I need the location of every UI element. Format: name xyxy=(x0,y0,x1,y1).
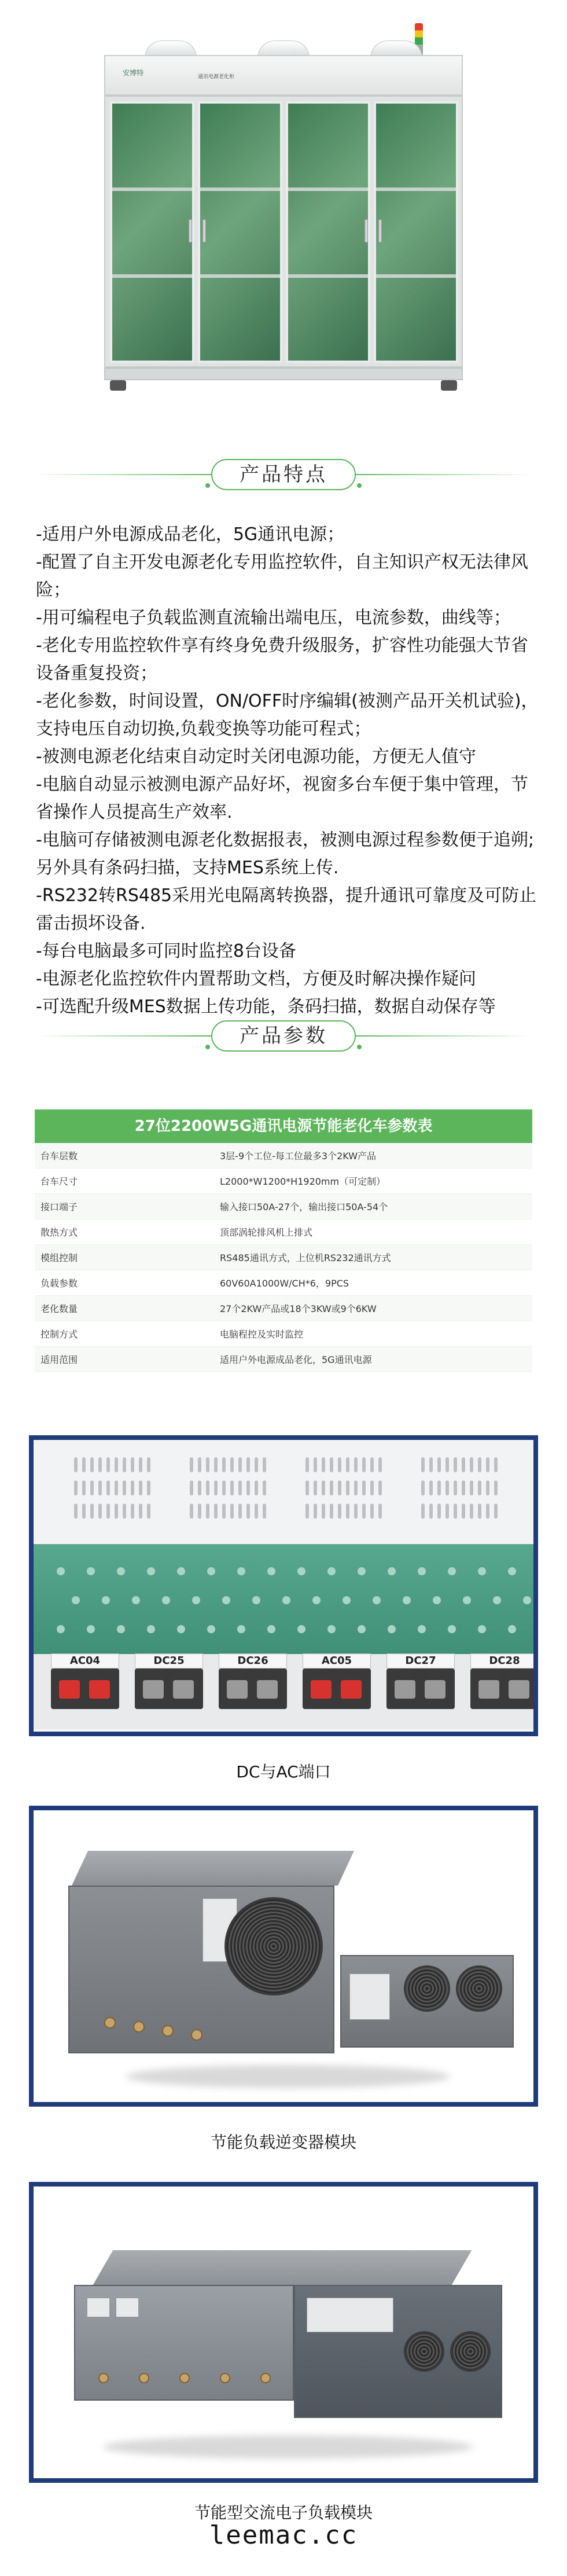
glass-door xyxy=(110,101,194,363)
vent-slot xyxy=(206,1480,209,1495)
vent-slot xyxy=(478,1457,481,1472)
vent-slot xyxy=(123,1504,126,1519)
vent-slot xyxy=(338,1504,341,1519)
board-hole xyxy=(177,1625,185,1633)
vent-slot xyxy=(123,1457,126,1472)
vent-slot xyxy=(90,1457,94,1472)
board-hole xyxy=(343,1596,351,1604)
spec-value: 27个2KW产品或18个3KW或9个6KW xyxy=(220,1303,377,1314)
ac-load-caption: 节能型交流电子负载模块 xyxy=(194,2503,373,2522)
board-hole xyxy=(403,1596,411,1604)
feature-item: -被测电源老化结束自动定时关闭电源功能，方便无人值守 xyxy=(36,747,476,767)
vent-slot xyxy=(74,1457,78,1472)
feature-item: -每台电脑最多可同时监控8台设备 xyxy=(36,941,296,961)
port-label: DC27 xyxy=(386,1653,455,1669)
vent-slot xyxy=(486,1457,489,1472)
features-list xyxy=(36,521,539,1021)
vent-slot xyxy=(98,1457,102,1472)
board-hole xyxy=(433,1596,441,1604)
vent-slot xyxy=(255,1457,258,1472)
vent-slot xyxy=(322,1480,325,1495)
power-port xyxy=(470,1655,538,1709)
spec-key: 散热方式 xyxy=(41,1227,78,1238)
vent-slot xyxy=(190,1504,193,1519)
port-label: DC26 xyxy=(219,1653,287,1669)
port-socket xyxy=(143,1680,164,1699)
spec-value: RS485通讯方式，上位机RS232通讯方式 xyxy=(220,1252,391,1263)
board-hole xyxy=(267,1625,275,1633)
vent-slot xyxy=(362,1480,366,1495)
vent-slot xyxy=(330,1480,333,1495)
inverter-caption: 节能负载逆变器模块 xyxy=(210,2133,356,2152)
ac-load-photo xyxy=(29,2182,538,2483)
vent-slot xyxy=(131,1480,134,1495)
vent-slot xyxy=(198,1504,201,1519)
features-section-title xyxy=(0,449,567,501)
vent-slot xyxy=(206,1504,209,1519)
inverter-top xyxy=(72,1851,354,1886)
vent-slot xyxy=(429,1457,433,1472)
vent-slot xyxy=(362,1504,366,1519)
vent-slot xyxy=(230,1457,234,1472)
vent-slot xyxy=(131,1504,134,1519)
fan-grill xyxy=(456,1965,502,2012)
spec-row xyxy=(35,1168,532,1194)
spec-row xyxy=(35,1143,532,1168)
vent-slot xyxy=(90,1504,94,1519)
vent-slot xyxy=(222,1480,226,1495)
caster-wheel xyxy=(110,380,126,391)
vent-slot xyxy=(346,1504,349,1519)
board-hole xyxy=(478,1567,486,1575)
vent-slot xyxy=(421,1457,425,1472)
vent-slot xyxy=(98,1480,102,1495)
spec-value: 电脑程控及实时监控 xyxy=(220,1329,304,1340)
vent-slot xyxy=(147,1480,150,1495)
spec-key: 台车尺寸 xyxy=(41,1176,78,1187)
spec-row xyxy=(35,1219,532,1245)
vent-slot xyxy=(346,1480,349,1495)
vent-slot xyxy=(214,1457,218,1472)
vent-slot xyxy=(494,1504,498,1519)
spec-row xyxy=(35,1296,532,1321)
vent-slot xyxy=(446,1480,449,1495)
board-hole xyxy=(508,1567,516,1575)
vent-slot xyxy=(246,1504,250,1519)
spec-row xyxy=(35,1270,532,1296)
port-socket xyxy=(509,1680,529,1699)
vent-slot xyxy=(206,1457,209,1472)
vent-slot xyxy=(462,1480,465,1495)
board-hole xyxy=(72,1596,80,1604)
ac-load-front-panel xyxy=(74,2285,294,2401)
vent-slot xyxy=(214,1480,218,1495)
inverter-photo xyxy=(29,1806,538,2107)
vent-slot xyxy=(378,1457,382,1472)
port-socket xyxy=(478,1680,499,1699)
cabinet-name-plate: 通讯电源老化柜 xyxy=(198,74,235,80)
vent-slot xyxy=(230,1480,234,1495)
ports-photo xyxy=(29,1435,538,1736)
feature-item: -配置了自主开发电源老化专用监控软件，自主知识产权无法律风险； xyxy=(36,552,528,600)
vent-slot xyxy=(222,1504,226,1519)
vent-slot xyxy=(322,1457,325,1472)
vent-slot xyxy=(263,1480,266,1495)
cabinet-base xyxy=(104,368,463,380)
port-label: DC28 xyxy=(470,1653,538,1669)
vent-slot xyxy=(494,1457,498,1472)
vent-slot xyxy=(131,1457,134,1472)
vent-slot xyxy=(139,1480,142,1495)
vent-slot xyxy=(314,1504,317,1519)
board-hole xyxy=(147,1625,155,1633)
port-socket xyxy=(59,1680,80,1699)
glass-door xyxy=(286,101,370,363)
port-socket xyxy=(257,1680,278,1699)
board-hole xyxy=(448,1625,456,1633)
ports-caption: DC与AC端口 xyxy=(236,1762,331,1781)
vent-slot xyxy=(421,1504,425,1519)
port-label: AC05 xyxy=(303,1653,371,1669)
vent-slot xyxy=(263,1457,266,1472)
vent-slot xyxy=(115,1457,118,1472)
board-hole xyxy=(252,1596,260,1604)
vent-slot xyxy=(454,1504,457,1519)
board-hole xyxy=(87,1625,95,1633)
board-hole xyxy=(327,1625,336,1633)
vent-slot xyxy=(115,1480,118,1495)
vent-slot xyxy=(139,1504,142,1519)
spec-key: 接口端子 xyxy=(41,1201,78,1212)
board-hole xyxy=(147,1567,155,1575)
board-hole xyxy=(222,1596,230,1604)
vent-slot xyxy=(437,1457,441,1472)
vent-slot xyxy=(305,1480,309,1495)
power-port xyxy=(219,1655,287,1709)
vent-slot xyxy=(305,1504,309,1519)
spec-key: 负载参数 xyxy=(41,1278,78,1289)
spec-key: 模组控制 xyxy=(41,1252,78,1263)
board-hole xyxy=(418,1625,426,1633)
spec-row xyxy=(35,1347,532,1372)
board-hole xyxy=(267,1567,275,1575)
vent-slot xyxy=(354,1480,358,1495)
board-hole xyxy=(388,1625,396,1633)
spec-value: L2000*W1200*H1920mm（可定制） xyxy=(220,1176,386,1187)
power-port xyxy=(135,1655,203,1709)
vent-slot xyxy=(437,1480,441,1495)
board-hole xyxy=(478,1625,486,1633)
spec-value: 顶部涡轮排风机上排式 xyxy=(220,1227,313,1238)
caster-wheel xyxy=(441,380,457,391)
ac-load-top xyxy=(93,2250,472,2285)
aging-cabinet xyxy=(104,55,463,391)
cabinet-body xyxy=(104,95,463,368)
spec-key: 控制方式 xyxy=(41,1329,78,1340)
vent-slot xyxy=(238,1457,242,1472)
features-title: 产品特点 xyxy=(211,459,356,490)
port-socket xyxy=(311,1680,332,1699)
power-port xyxy=(51,1655,119,1709)
vent-slot xyxy=(322,1504,325,1519)
board-hole xyxy=(102,1596,110,1604)
vent-slot xyxy=(123,1480,126,1495)
vent-slot xyxy=(214,1504,218,1519)
port-socket xyxy=(227,1680,248,1699)
vent-slot xyxy=(82,1457,86,1472)
glass-door xyxy=(198,101,282,363)
port-socket xyxy=(89,1680,110,1699)
board-hole xyxy=(312,1596,321,1604)
vent-slot xyxy=(90,1480,94,1495)
vent-slot xyxy=(486,1480,489,1495)
vent-slot xyxy=(462,1504,465,1519)
cabinet-header-panel xyxy=(104,55,463,95)
board-hole xyxy=(358,1567,366,1575)
board-hole xyxy=(132,1596,140,1604)
board-hole xyxy=(117,1567,125,1575)
vent-slot xyxy=(74,1480,78,1495)
feature-item: -电脑可存储被测电源老化数据报表，被测电源过程参数便于追朔;另外具有条码扫描，支持MES系统上传. xyxy=(36,830,534,878)
vent-slot xyxy=(429,1480,433,1495)
vent-slot xyxy=(139,1457,142,1472)
spec-value: 适用户外电源成品老化，5G通讯电源 xyxy=(220,1354,372,1365)
spec-row xyxy=(35,1321,532,1347)
spec-key: 台车层数 xyxy=(41,1151,78,1162)
vent-slot xyxy=(338,1457,341,1472)
fan-grill xyxy=(450,2331,491,2372)
feature-item: -可选配升级MES数据上传功能，条码扫描，数据自动保存等 xyxy=(36,997,496,1017)
glass-door xyxy=(374,101,458,363)
vent-slot xyxy=(106,1504,110,1519)
vent-slot xyxy=(462,1457,465,1472)
vent-slot xyxy=(106,1480,110,1495)
vent-slot xyxy=(354,1457,358,1472)
board-hole xyxy=(327,1567,336,1575)
vent-slot xyxy=(255,1480,258,1495)
board-hole xyxy=(493,1596,501,1604)
vent-slot xyxy=(330,1504,333,1519)
vent-slot xyxy=(147,1504,150,1519)
board-hole xyxy=(388,1567,396,1575)
board-hole xyxy=(57,1625,65,1633)
vent-wall xyxy=(34,1440,533,1556)
board-hole xyxy=(508,1625,516,1633)
params-title: 产品参数 xyxy=(211,1020,356,1052)
vent-slot xyxy=(362,1457,366,1472)
board-hole xyxy=(192,1596,200,1604)
board-hole xyxy=(162,1596,170,1604)
vent-slot xyxy=(437,1504,441,1519)
board-hole xyxy=(463,1596,471,1604)
vent-slot xyxy=(263,1504,266,1519)
power-port xyxy=(303,1655,371,1709)
port-label: DC25 xyxy=(135,1653,203,1669)
vent-slot xyxy=(147,1457,150,1472)
vent-slot xyxy=(98,1504,102,1519)
site-watermark: leemac.cc xyxy=(209,2520,358,2550)
feature-item: -老化参数，时间设置，ON/OFF时序编辑(被测产品开关机试验)，支持电压自动切换,负载变换等功能可程式； xyxy=(36,691,539,739)
vent-slot xyxy=(478,1480,481,1495)
vent-slot xyxy=(82,1480,86,1495)
vent-slot xyxy=(314,1480,317,1495)
spec-key: 老化数量 xyxy=(41,1303,78,1314)
vent-slot xyxy=(106,1457,110,1472)
vent-slot xyxy=(446,1457,449,1472)
vent-slot xyxy=(246,1457,250,1472)
vent-slot xyxy=(314,1457,317,1472)
port-socket xyxy=(395,1680,415,1699)
feature-item: -电脑自动显示被测电源产品好坏，视窗多台车便于集中管理，节省操作人员提高生产效率. xyxy=(36,774,528,822)
spec-table-title: 27位2200W5G通讯电源节能老化车参数表 xyxy=(35,1109,532,1143)
vent-slot xyxy=(246,1480,250,1495)
spec-row xyxy=(35,1245,532,1270)
vent-slot xyxy=(470,1480,473,1495)
spec-table xyxy=(35,1109,532,1372)
vent-slot xyxy=(370,1480,374,1495)
vent-slot xyxy=(115,1504,118,1519)
board-hole xyxy=(523,1596,531,1604)
port-socket xyxy=(425,1680,446,1699)
board-hole xyxy=(282,1596,290,1604)
vent-slot xyxy=(478,1504,481,1519)
board-hole xyxy=(418,1567,426,1575)
board-hole xyxy=(237,1625,245,1633)
board-hole xyxy=(207,1625,215,1633)
board-hole xyxy=(297,1625,305,1633)
feature-item: -适用户外电源成品老化，5G通讯电源； xyxy=(36,524,345,545)
vent-slot xyxy=(494,1480,498,1495)
vent-slot xyxy=(74,1504,78,1519)
vent-slot xyxy=(354,1504,358,1519)
spec-value: 3层-9个工位-每工位最多3个2KW产品 xyxy=(220,1151,377,1162)
feature-item: -电源老化监控软件内置帮助文档，方便及时解决操作疑问 xyxy=(36,969,476,989)
board-hole xyxy=(297,1567,305,1575)
vent-slot xyxy=(486,1504,489,1519)
board-hole xyxy=(358,1625,366,1633)
vent-slot xyxy=(378,1480,382,1495)
vent-slot xyxy=(230,1504,234,1519)
vent-slot xyxy=(470,1457,473,1472)
board-hole xyxy=(57,1567,65,1575)
vent-slot xyxy=(190,1480,193,1495)
feature-item: -RS232转RS485采用光电隔离转换器，提升通讯可靠度及可防止雷击损坏设备. xyxy=(36,885,537,934)
board-hole xyxy=(207,1567,215,1575)
port-label: AC04 xyxy=(51,1653,119,1669)
vent-slot xyxy=(338,1480,341,1495)
board-hole xyxy=(448,1567,456,1575)
board-hole xyxy=(237,1567,245,1575)
port-socket xyxy=(173,1680,194,1699)
feature-item: -用可编程电子负载监测直流输出端电压，电流参数，曲线等； xyxy=(36,608,511,628)
feature-item: -老化专用监控软件享有终身免费升级服务，扩容性功能强大节省设备重复投资； xyxy=(36,635,528,683)
spec-value: 输入接口50A-27个，输出接口50A-54个 xyxy=(220,1201,388,1212)
spec-value: 60V60A1000W/CH*6，9PCS xyxy=(220,1278,349,1289)
board-hole xyxy=(117,1625,125,1633)
fan-grill xyxy=(224,1897,323,1996)
params-section-title xyxy=(0,1010,567,1062)
board-hole xyxy=(177,1567,185,1575)
green-shelf-board xyxy=(34,1544,533,1660)
power-port xyxy=(386,1655,455,1709)
vent-slot xyxy=(421,1480,425,1495)
vent-slot xyxy=(370,1457,374,1472)
spec-key: 适用范围 xyxy=(41,1354,78,1365)
vent-slot xyxy=(238,1504,242,1519)
spec-row xyxy=(35,1194,532,1219)
vent-slot xyxy=(470,1504,473,1519)
vent-slot xyxy=(346,1457,349,1472)
board-hole xyxy=(373,1596,381,1604)
vent-slot xyxy=(446,1504,449,1519)
vent-slot xyxy=(429,1504,433,1519)
vent-slot xyxy=(330,1457,333,1472)
vent-slot xyxy=(370,1504,374,1519)
board-hole xyxy=(87,1567,95,1575)
vent-slot xyxy=(222,1457,226,1472)
vent-slot xyxy=(238,1480,242,1495)
fan-grill xyxy=(404,2331,444,2372)
vent-slot xyxy=(255,1504,258,1519)
brand-logo: 安博特 xyxy=(123,69,144,77)
port-socket xyxy=(341,1680,362,1699)
vent-slot xyxy=(198,1480,201,1495)
hero-product-image xyxy=(0,0,567,428)
vent-slot xyxy=(305,1457,309,1472)
fan-grill xyxy=(404,1965,450,2012)
vent-slot xyxy=(454,1480,457,1495)
vent-slot xyxy=(454,1457,457,1472)
vent-slot xyxy=(82,1504,86,1519)
vent-slot xyxy=(378,1504,382,1519)
vent-slot xyxy=(198,1457,201,1472)
vent-slot xyxy=(190,1457,193,1472)
